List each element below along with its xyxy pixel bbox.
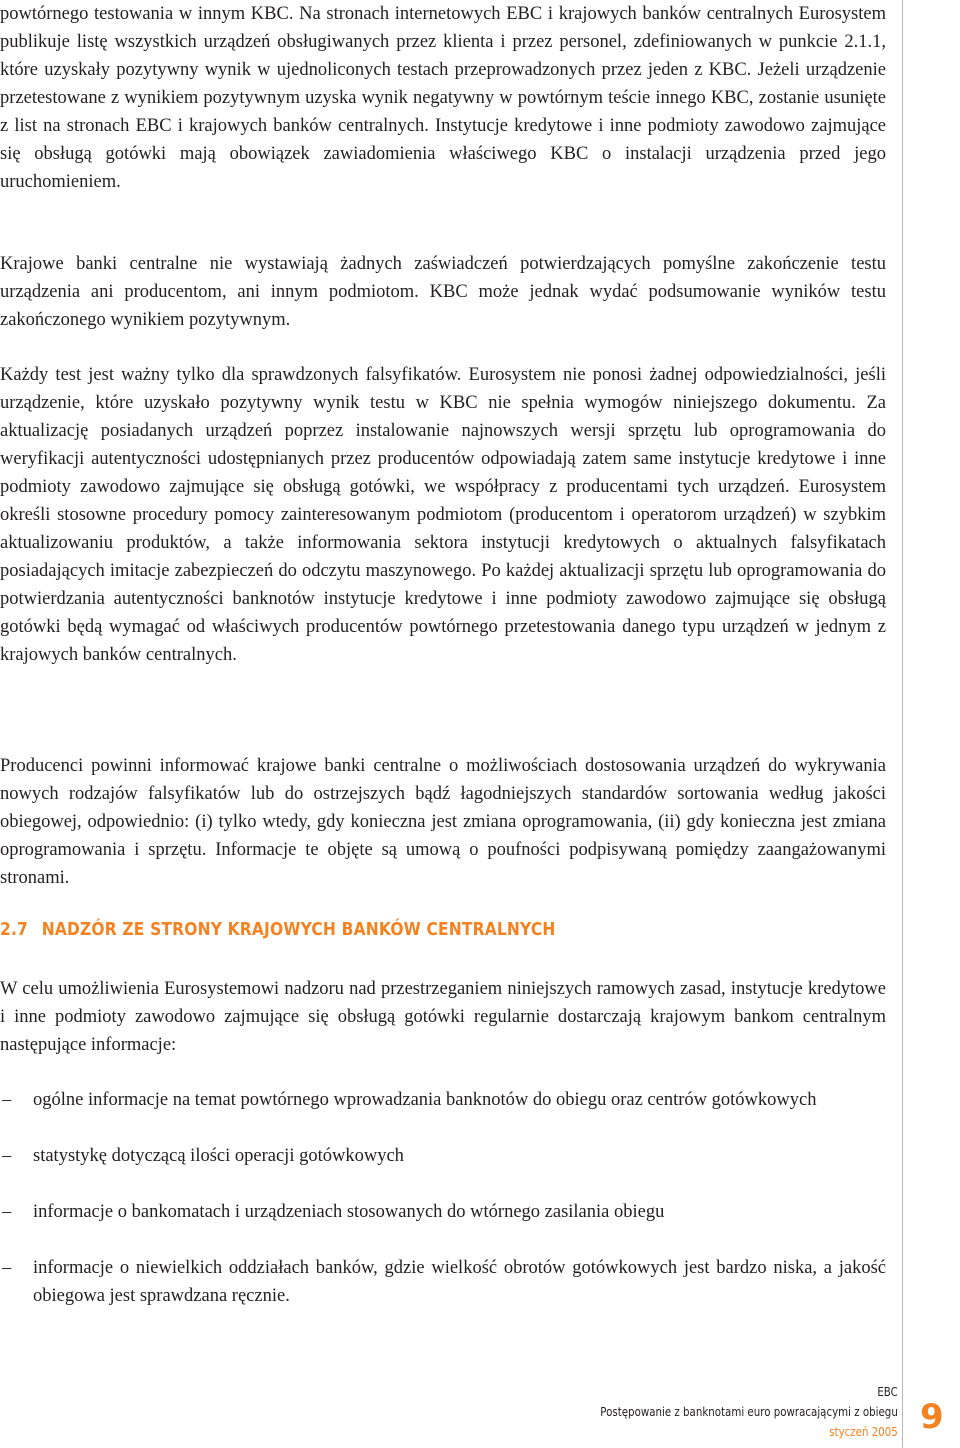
page-number: 9: [920, 1397, 944, 1437]
paragraph-device-testing: powtórnego testowania w innym KBC. Na stronach internetowych EBC i krajowych banków centralnych Eurosystem publikuje listę wszystkich urządzeń obsługiwanych przez klienta i przez personel, zdefiniowanych w punkcie 2.1.1, które uzyskały pozytywny wynik w ujednoliconych testach przeprowadzonych przez jeden z KBC. Jeżeli urządzenie przetestowane z wynikiem pozytywnym uzyska wynik negatywny w powtórnym teście innego KBC, zostanie usunięte z list na stronach EBC i krajowych banków centralnych. Instytucje kredytowe i inne podmioty zawodowo zajmujące się obsługą gotówki mają obowiązek zawiadomienia właściwego KBC o instalacji urządzenia przed jego uruchomieniem.: [0, 4, 886, 192]
footer-title: Postępowanie z banknotami euro powracającymi z obiegu: [600, 1404, 898, 1419]
information-list: [0, 1086, 886, 1338]
dash-bullet-icon: –: [2, 1090, 12, 1110]
footer-date: styczeń 2005: [829, 1424, 898, 1439]
footer-org: EBC: [877, 1384, 898, 1399]
paragraph-producers-info: Producenci powinni informować krajowe banki centralne o możliwościach dostosowania urządzeń do wykrywania nowych rodzajów falsyfikatów lub do ostrzejszych bądź łagodniejszych standardów sortowania według jakości obiegowej, odpowiednio: (i) tylko wtedy, gdy konieczna jest zmiana oprogramowania, (ii) gdy konieczna jest zmiana oprogramowania i sprzętu. Informacje te objęte są umową o poufności podpisywaną pomiędzy zaangażowanymi stronami.: [0, 756, 886, 888]
paragraph-test-validity: Każdy test jest ważny tylko dla sprawdzonych falsyfikatów. Eurosystem nie ponosi żadnej odpowiedzialności, jeśli urządzenie, które uzyskało pozytywny wynik testu w KBC nie spełnia wymogów niniejszego dokumentu. Za aktualizację posiadanych urządzeń poprzez instalowanie najnowszych wersji sprzętu lub oprogramowania do weryfikacji autentyczności udostępnianych przez producentów odpowiadają zatem same instytucje kredytowe i inne podmioty zawodowo zajmujące się obsługą gotówki, we współpracy z producentami tych urządzeń. Eurosystem określi stosowne procedury pomocy zainteresowanym podmiotom (producentom i operatorom urządzeń) w szybkim aktualizowaniu produktów, a także informowania sektora instytucji kredytowych o aktualnych falsyfikatach posiadających imitacje zabezpieczeń do odczytu maszynowego. Po każdej aktualizacji sprzętu lub oprogramowania do potwierdzania autentyczności banknotów instytucje kredytowe i inne podmioty zawodowo zajmujące się obsługą gotówki będą wymagać od właściwych producentów powtórnego przetestowania danego typu urządzeń w jednym z krajowych banków centralnych.: [0, 365, 886, 665]
margin-rule: [902, 0, 903, 1448]
list-item-text: informacje o niewielkich oddziałach banków, gdzie wielkość obrotów gotówkowych jest bardzo niska, a jakość obiegowa jest sprawdzana ręcznie.: [33, 1258, 886, 1306]
list-item: [0, 1142, 886, 1170]
list-item: [0, 1254, 886, 1310]
dash-bullet-icon: –: [2, 1258, 12, 1278]
paragraph-oversight-intro: W celu umożliwienia Eurosystemowi nadzoru nad przestrzeganiem niniejszych ramowych zasad, instytucje kredytowe i inne podmioty zawodowo zajmujące się obsługą gotówki regularnie dostarczają krajowym bankom centralnym następujące informacje:: [0, 979, 886, 1055]
section-heading: [0, 919, 762, 940]
section-title: NADZÓR ZE STRONY KRAJOWYCH BANKÓW CENTRALNYCH: [41, 919, 556, 940]
dash-bullet-icon: –: [2, 1202, 12, 1222]
list-item-text: ogólne informacje na temat powtórnego wprowadzania banknotów do obiegu oraz centrów gotówkowych: [33, 1090, 817, 1110]
section-number: 2.7: [0, 919, 28, 940]
list-item: [0, 1086, 886, 1114]
dash-bullet-icon: –: [2, 1146, 12, 1166]
list-item: [0, 1198, 886, 1226]
paragraph-certificates: Krajowe banki centralne nie wystawiają żadnych zaświadczeń potwierdzających pomyślne zakończenie testu urządzenia ani producentom, ani innym podmiotom. KBC może jednak wydać podsumowanie wyników testu zakończonego wynikiem pozytywnym.: [0, 254, 886, 330]
list-item-text: informacje o bankomatach i urządzeniach stosowanych do wtórnego zasilania obiegu: [33, 1202, 665, 1222]
list-item-text: statystykę dotyczącą ilości operacji gotówkowych: [33, 1146, 404, 1166]
page-footer: [600, 1382, 898, 1442]
